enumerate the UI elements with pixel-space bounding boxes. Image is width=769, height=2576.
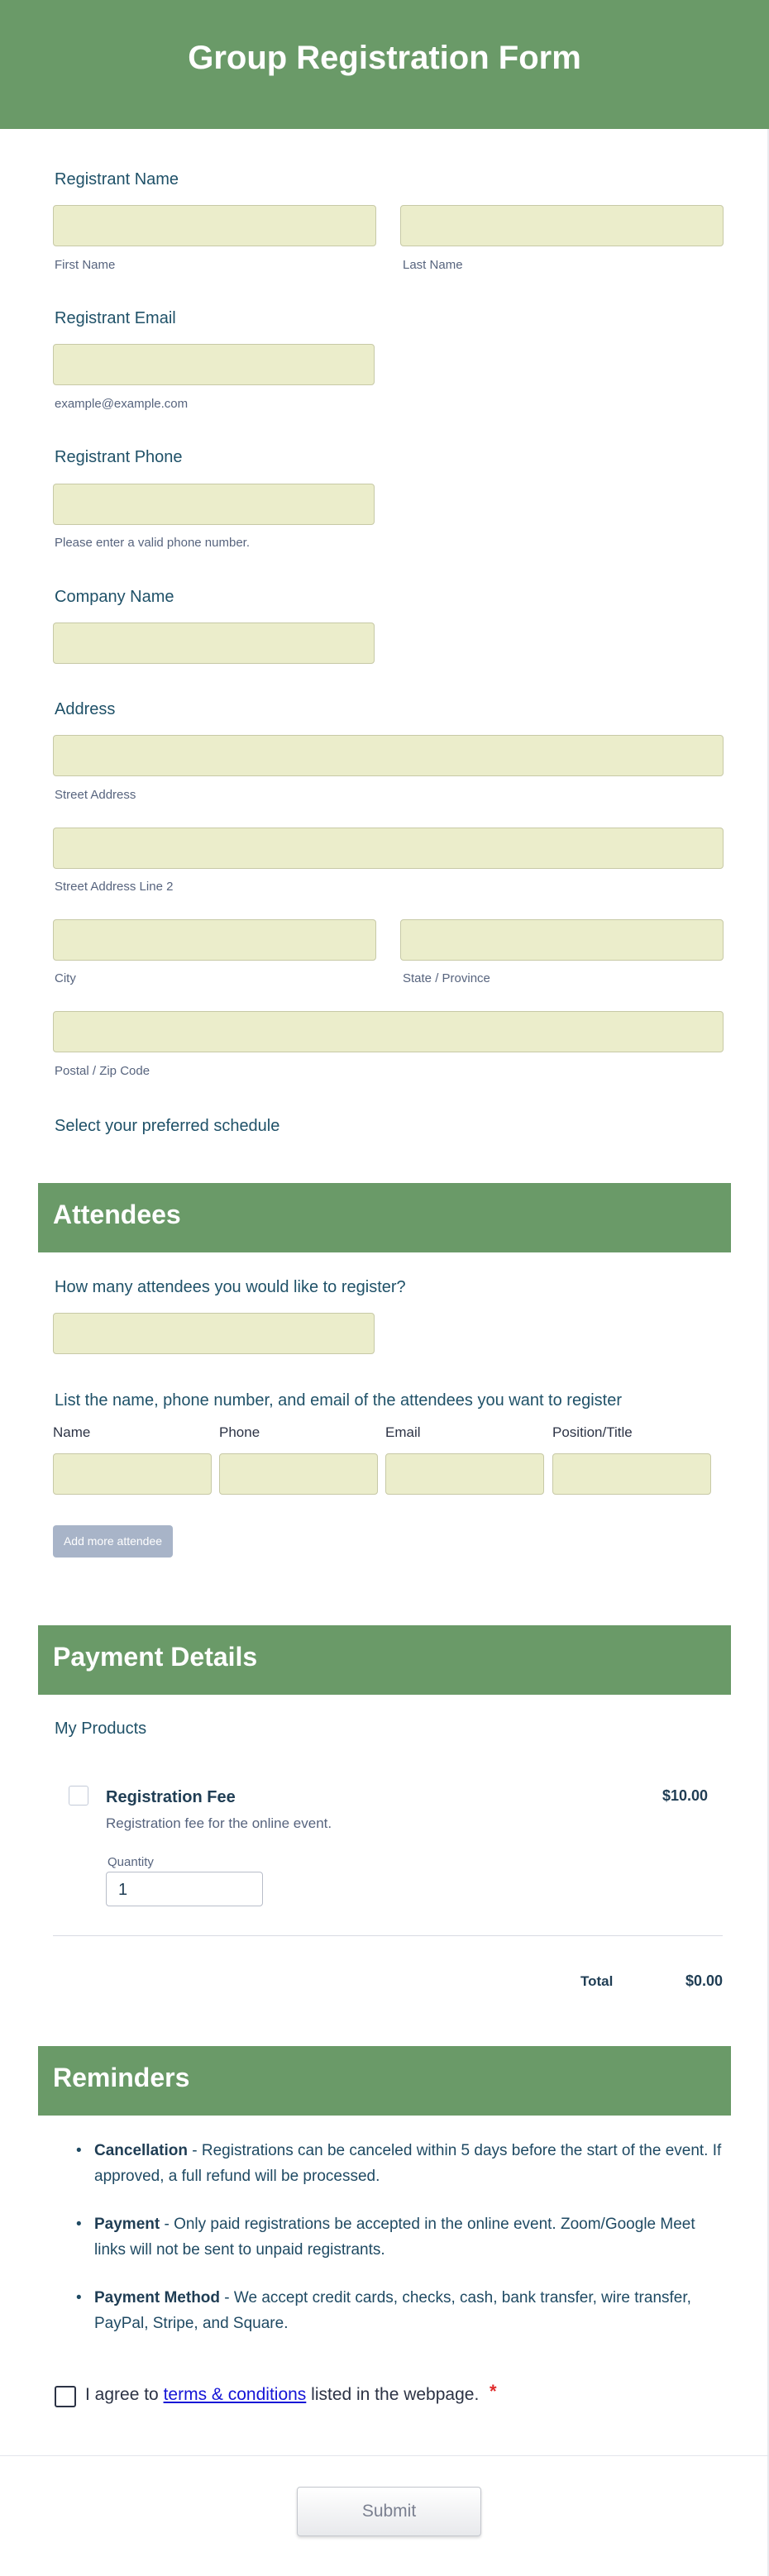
terms-label [85,2385,479,2405]
reminder-title: Payment [94,2216,160,2233]
required-asterisk: * [490,2381,497,2402]
postal-code-sublabel: Postal / Zip Code [55,1064,150,1078]
add-attendee-button[interactable]: Add more attendee [53,1525,173,1558]
phone-sublabel: Please enter a valid phone number. [55,536,250,550]
phone-input[interactable] [53,484,375,525]
product-name: Registration Fee [106,1788,236,1806]
reminders-heading: Reminders [53,2063,190,2092]
product-divider [53,1935,723,1936]
terms-prefix: I agree to [85,2385,164,2404]
form-header [0,0,769,129]
bullet-icon: • [76,2216,82,2233]
form-title: Group Registration Form [188,40,581,76]
attendee-email-input[interactable] [385,1453,544,1495]
registrant-email-label: Registrant Email [55,309,176,327]
reminder-text: - We accept credit cards, checks, cash, bank transfer, wire transfer, PayPal, Stripe, and Square. [94,2289,691,2332]
product-checkbox[interactable] [69,1786,88,1806]
attendee-phone-input[interactable] [219,1453,378,1495]
postal-code-input[interactable] [53,1011,724,1052]
payment-heading: Payment Details [53,1642,258,1672]
street-address-input[interactable] [53,735,724,776]
quantity-input[interactable]: 1 [106,1872,263,1906]
attendee-count-label: How many attendees you would like to register? [55,1278,406,1296]
attendee-position-input[interactable] [552,1453,711,1495]
reminder-item [60,2211,729,2263]
last-name-input[interactable] [400,205,724,246]
column-email-label: Email [385,1424,421,1440]
street-address-sublabel: Street Address [55,788,136,802]
total-value: $0.00 [685,1973,723,1989]
street-address-2-input[interactable] [53,828,724,869]
submit-button[interactable]: Submit [297,2487,481,2536]
terms-checkbox[interactable] [55,2386,76,2407]
street-address-2-sublabel: Street Address Line 2 [55,880,174,894]
reminders-section-header [38,2046,731,2116]
attendee-list-label: List the name, phone number, and email of the attendees you want to register [55,1391,622,1410]
quantity-label: Quantity [107,1855,154,1869]
bullet-icon: • [76,2142,82,2159]
email-input[interactable] [53,344,375,385]
product-description: Registration fee for the online event. [106,1815,332,1831]
state-input[interactable] [400,919,724,961]
payment-section-header [38,1625,731,1695]
column-phone-label: Phone [219,1424,260,1440]
reminder-text: - Registrations can be canceled within 5 days before the start of the event. If approved, a full refund will be processed. [94,2142,722,2185]
reminder-item [60,2285,729,2336]
product-price: $10.00 [662,1787,708,1804]
footer-divider [0,2455,769,2456]
city-sublabel: City [55,971,76,985]
company-name-label: Company Name [55,588,174,606]
schedule-label: Select your preferred schedule [55,1117,280,1135]
terms-suffix: listed in the webpage. [306,2385,480,2404]
reminder-title: Payment Method [94,2289,221,2306]
registrant-phone-label: Registrant Phone [55,448,183,466]
first-name-input[interactable] [53,205,376,246]
attendees-heading: Attendees [53,1200,181,1229]
bullet-icon: • [76,2289,82,2306]
address-label: Address [55,700,116,718]
total-label: Total [580,1973,614,1989]
column-name-label: Name [53,1424,91,1440]
attendee-count-input[interactable] [53,1313,375,1354]
state-sublabel: State / Province [403,971,490,985]
first-name-sublabel: First Name [55,258,116,272]
last-name-sublabel: Last Name [403,258,463,272]
reminder-title: Cancellation [94,2142,188,2159]
city-input[interactable] [53,919,376,961]
registrant-name-label: Registrant Name [55,170,179,188]
my-products-label: My Products [55,1720,147,1738]
column-position-label: Position/Title [552,1424,633,1440]
attendee-name-input[interactable] [53,1453,212,1495]
company-name-input[interactable] [53,623,375,664]
reminders-list [60,2138,729,2359]
reminder-item [60,2138,729,2189]
attendees-section-header [38,1183,731,1252]
reminder-text: - Only paid registrations be accepted in the online event. Zoom/Google Meet links will not be sent to unpaid registrants. [94,2216,695,2259]
terms-link[interactable]: terms & conditions [163,2385,307,2404]
email-sublabel: example@example.com [55,397,189,411]
